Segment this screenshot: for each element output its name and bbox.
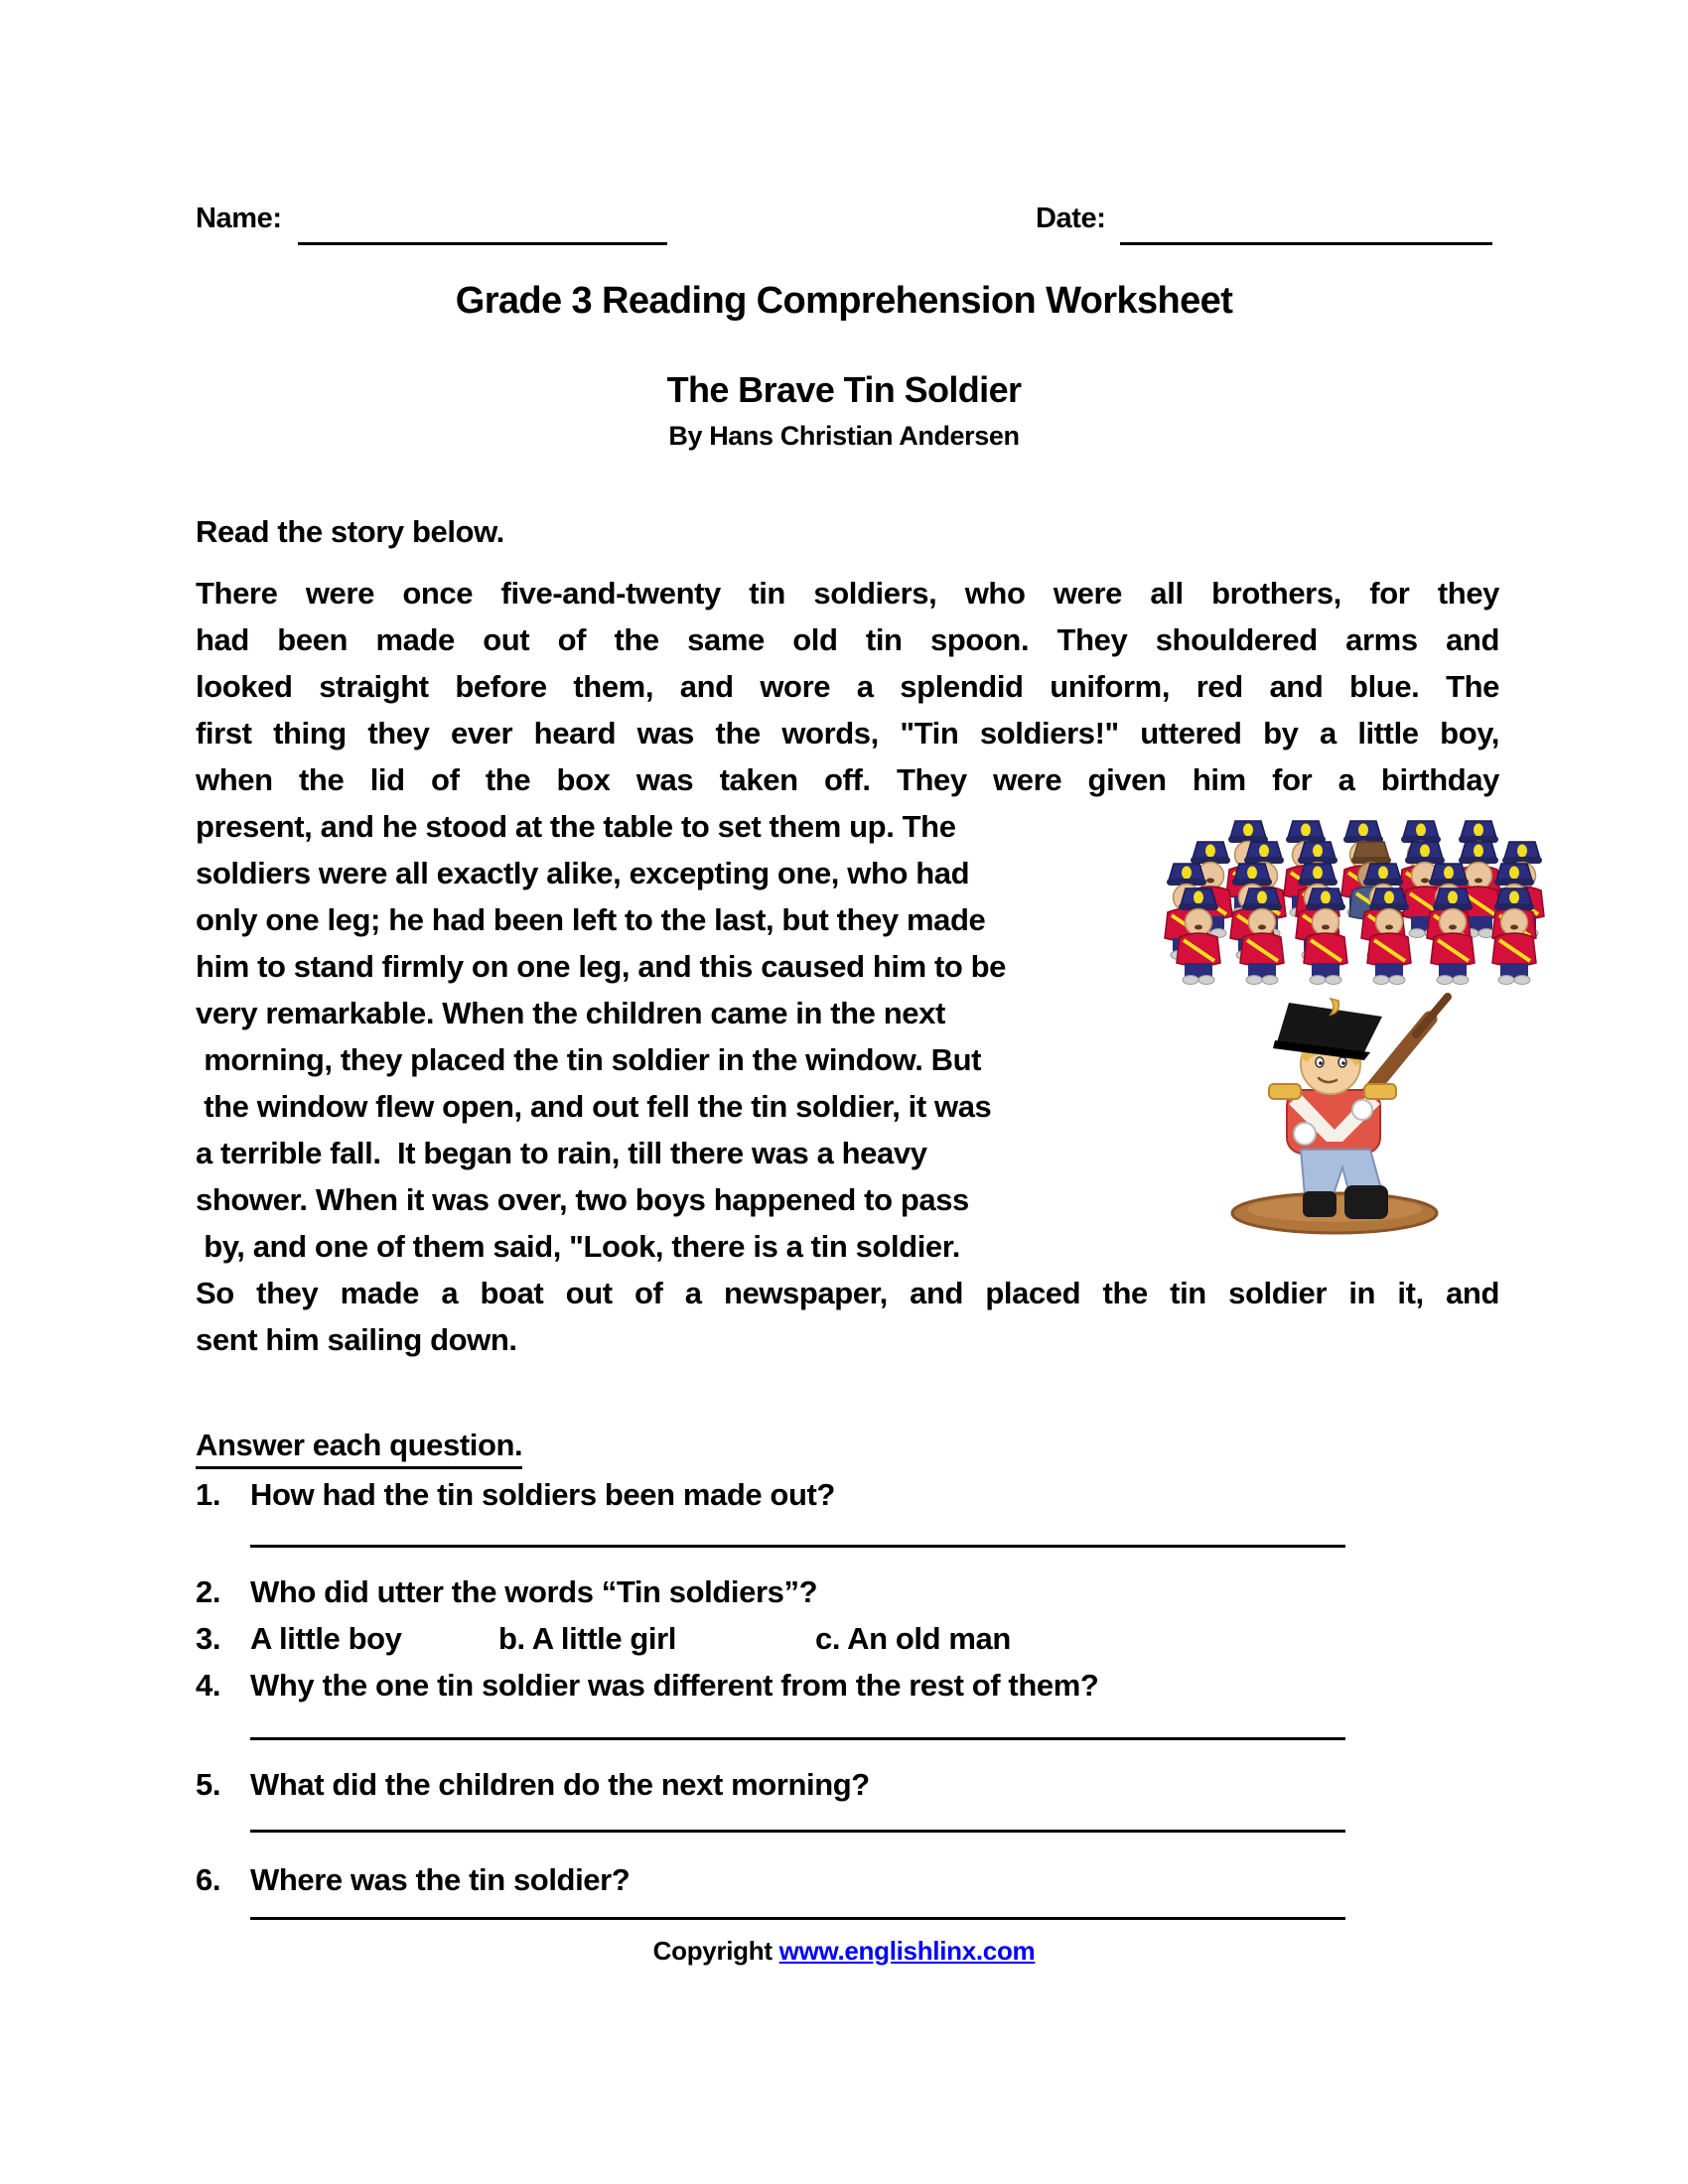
question-1 <box>196 1475 1387 1515</box>
englishlinx-link[interactable]: www.englishlinx.com <box>778 1936 1036 1966</box>
question-text: Where was the tin soldier? <box>250 1862 631 1897</box>
questions-heading-text: Answer each question. <box>196 1428 522 1469</box>
question-text: What did the children do the next morning? <box>250 1767 870 1802</box>
answer-line-4 <box>250 1737 1345 1740</box>
question-text: How had the tin soldiers been made out? <box>250 1477 835 1512</box>
answer-line-5 <box>250 1830 1345 1833</box>
question-text: Why the one tin soldier was different from the rest of them? <box>250 1668 1099 1703</box>
copyright-label: Copyright <box>652 1936 779 1966</box>
answer-line-1 <box>250 1545 1345 1548</box>
question-number: 2. <box>196 1574 221 1609</box>
question-2 <box>196 1572 1387 1612</box>
tin-soldiers-group-illustration <box>1160 818 1555 992</box>
story-line: had been made out of the same old tin spoon. They shouldered arms and <box>196 622 1499 657</box>
page-title: Grade 3 Reading Comprehension Worksheet <box>455 280 1233 322</box>
story-line: soldiers were all exactly alike, excepting one, who had <box>196 856 970 890</box>
story-line: very remarkable. When the children came in the next <box>196 996 945 1030</box>
date-blank-line <box>1120 242 1492 245</box>
question-number: 3. <box>196 1621 221 1656</box>
question-number: 5. <box>196 1767 221 1802</box>
story-line: only one leg; he had been left to the last, but they made <box>196 902 986 937</box>
story-line: shower. When it was over, two boys happened to pass <box>196 1182 969 1217</box>
story-line: when the lid of the box was taken off. They were given him for a birthday <box>196 762 1499 797</box>
choice-c: c. An old man <box>815 1621 1011 1656</box>
answer-line-6 <box>250 1917 1345 1920</box>
story-line: So they made a boat out of a newspaper, and placed the tin soldier in it, and <box>196 1276 1499 1310</box>
story-line: the window flew open, and out fell the tin soldier, it was <box>196 1089 992 1124</box>
question-text: Who did utter the words “Tin soldiers”? <box>250 1574 818 1609</box>
story-line: There were once five-and-twenty tin soldiers, who were all brothers, for they <box>196 576 1499 611</box>
read-instruction: Read the story below. <box>196 514 504 549</box>
choice-a: A little boy <box>250 1621 402 1656</box>
footer <box>0 1936 1688 1967</box>
question-number: 1. <box>196 1477 221 1512</box>
story-line: first thing they ever heard was the words, "Tin soldiers!" uttered by a little boy, <box>196 716 1499 751</box>
question-4 <box>196 1666 1387 1706</box>
choice-b: b. A little girl <box>498 1621 677 1656</box>
question-3 <box>196 1619 1387 1659</box>
name-label: Name: <box>196 203 282 234</box>
story-line: him to stand firmly on one leg, and this caused him to be <box>196 949 1007 984</box>
story-line: morning, they placed the tin soldier in the window. But <box>196 1042 982 1077</box>
tin-soldier-with-rifle-illustration <box>1213 991 1477 1241</box>
question-number: 4. <box>196 1668 221 1703</box>
questions-heading <box>196 1428 522 1469</box>
story-line: present, and he stood at the table to set them up. The <box>196 809 956 844</box>
story-title: The Brave Tin Soldier <box>666 369 1022 410</box>
question-5 <box>196 1765 1387 1805</box>
story-line: looked straight before them, and wore a splendid uniform, red and blue. The <box>196 669 1499 704</box>
question-number: 6. <box>196 1862 221 1897</box>
story-line: sent him sailing down. <box>196 1322 517 1357</box>
story-line: a terrible fall. It began to rain, till there was a heavy <box>196 1136 927 1170</box>
question-6 <box>196 1860 1387 1900</box>
story-line: by, and one of them said, "Look, there is a tin soldier. <box>196 1229 960 1264</box>
name-blank-line <box>298 242 667 245</box>
story-author: By Hans Christian Andersen <box>668 421 1020 451</box>
date-label: Date: <box>1036 203 1106 234</box>
